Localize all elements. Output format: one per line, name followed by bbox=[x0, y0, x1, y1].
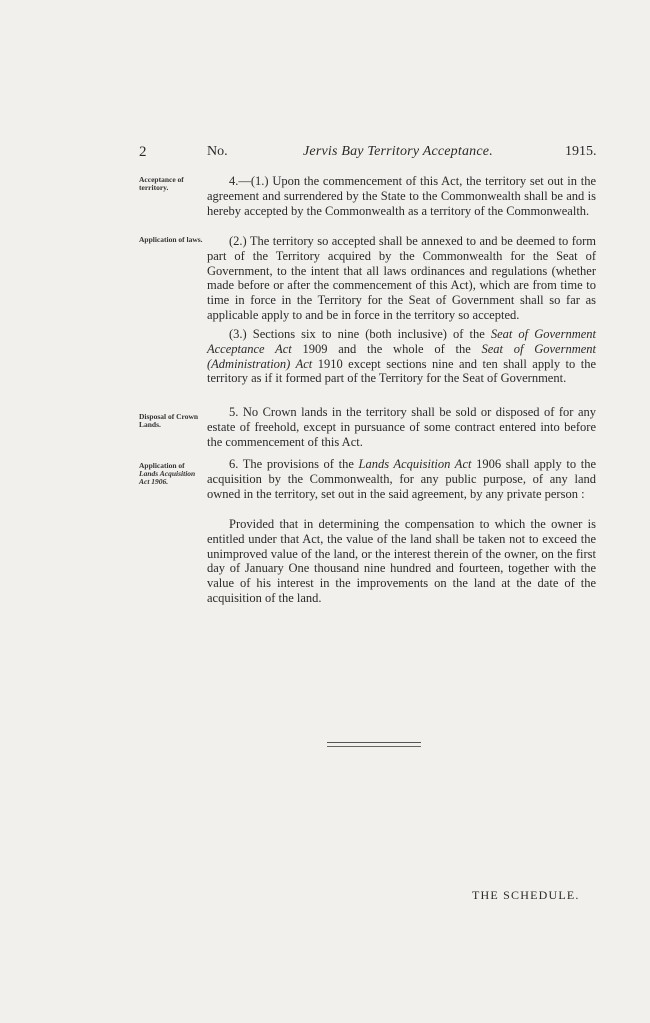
margin-note-lands-acquisition bbox=[139, 462, 207, 486]
act-name-lands-acquisition: Lands Acquisition Act bbox=[358, 457, 472, 471]
section-6 bbox=[207, 457, 596, 501]
act-name-seat-acceptance: Seat of Government Acceptance Act bbox=[207, 327, 596, 356]
section-4-1-text: 4.—(1.) Upon the commencement of this Act, the territory set out in the agreement and surrendered by the State to the Commonwealth shall be and is hereby accepted by the Commonwealth as a territory of the Commonwealth. bbox=[207, 174, 596, 218]
section-4-3-text-c: 1910 except sections nine and ten shall apply to the territory as if it formed part of the Territory for the Seat of Government. bbox=[207, 356, 596, 386]
section-6-text-b: 1906 shall apply to the acquisition by the Commonwealth, for any public purpose, of any land owned in the territory, set out in the said agreement, by any private person : bbox=[207, 457, 596, 501]
margin-note-lands-acq-line2: Lands Acquisition Act 1906. bbox=[139, 469, 196, 486]
section-4-2 bbox=[207, 234, 596, 323]
margin-note-disposal: Disposal of Crown Lands. bbox=[139, 412, 199, 429]
margin-note-lands-acq-line1: Application of bbox=[139, 461, 185, 470]
section-4-1 bbox=[207, 174, 596, 218]
margin-note-application-of-laws: Application of laws. bbox=[139, 235, 203, 244]
section-4-3-text-b: 1909 and the whole of the bbox=[291, 341, 482, 356]
catchword: THE SCHEDULE. bbox=[472, 888, 580, 902]
running-title: Jervis Bay Territory Acceptance. bbox=[303, 144, 493, 159]
section-6-text-a: 6. The provisions of the bbox=[229, 457, 359, 471]
margin-note-acceptance: Acceptance of territory. bbox=[139, 175, 184, 192]
end-rule bbox=[327, 742, 421, 747]
section-4-3-text-a: (3.) Sections six to nine (both inclusive) of the bbox=[229, 327, 491, 341]
page-number: 2 bbox=[139, 144, 147, 160]
section-4-2-text: (2.) The territory so accepted shall be annexed to and be deemed to form part of the Territory acquired by the Commonwealth for the Seat of Government, to the intent that all laws ordinances and regulations (whether made before or after the commencement of this Act), which are from time to time in force in the Territory for the Seat of Government shall so far as applicable apply to and be in force in the territory so accepted. bbox=[207, 234, 596, 322]
section-5-text: 5. No Crown lands in the territory shall be sold or disposed of for any estate of freehold, except in pursuance of some contract entered into before the commencement of this Act. bbox=[207, 405, 596, 449]
act-name-seat-administration: Seat of Government (Administration) Act bbox=[207, 341, 597, 371]
year: 1915. bbox=[565, 144, 597, 159]
act-number-label: No. bbox=[207, 144, 228, 159]
section-4-3 bbox=[207, 327, 596, 386]
section-6-proviso-text: Provided that in determining the compensation to which the owner is entitled under that Act, the value of the land shall be taken not to exceed the unimproved value of the land, or the interest therein of the owner, on the first day of January One thousand nine hundred and fourteen, together with the value of his interest in the improvements on the land at the date of the acquisition of the land. bbox=[207, 517, 596, 605]
section-6-proviso bbox=[207, 517, 596, 606]
section-5 bbox=[207, 405, 596, 449]
